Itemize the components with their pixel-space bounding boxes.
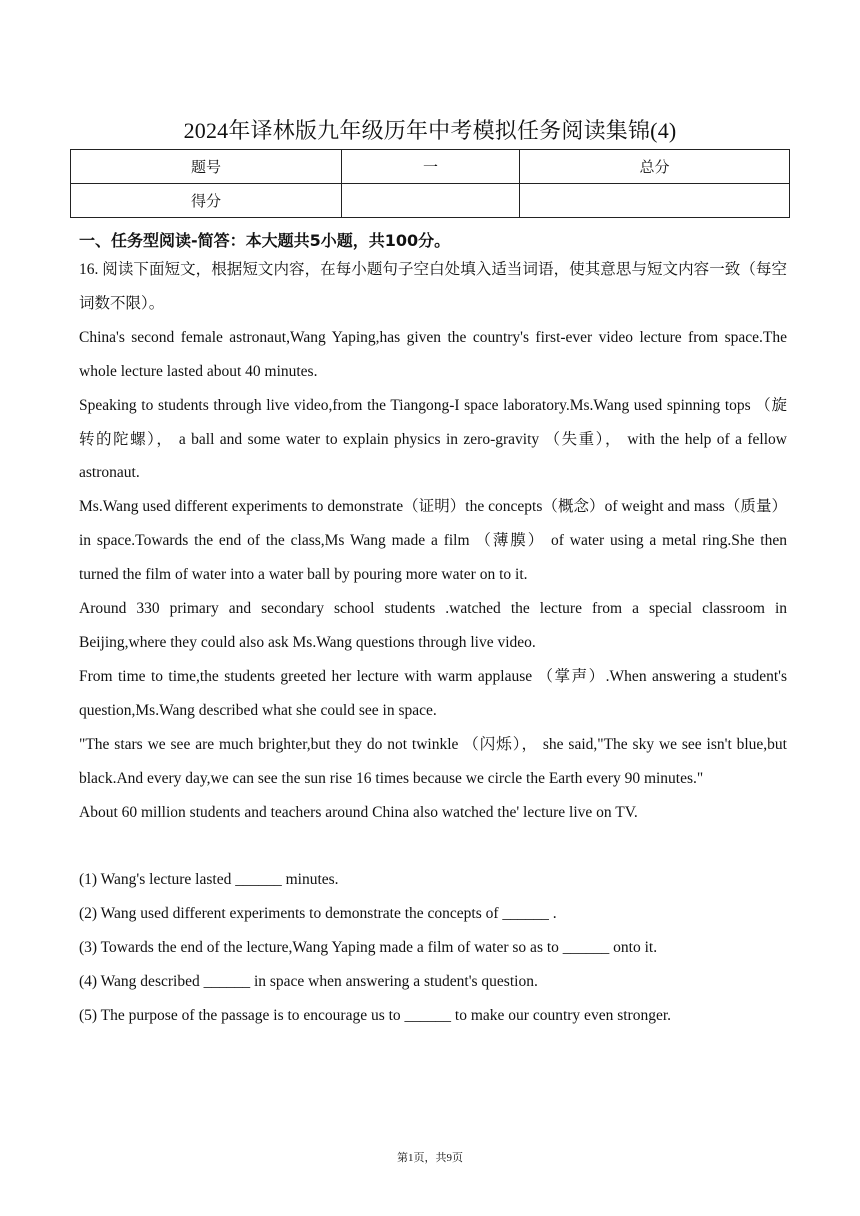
passage-paragraph: About 60 million students and teachers around China also watched the' lecture live on TV. — [79, 803, 638, 821]
passage-paragraph: Speaking to students through live video,from the Tiangong-I space laboratory.Ms.Wang used spinning tops （旋转的陀螺）， a ball and some water to explain physics in zero-gravity （失重）， with the help of a fellow astronaut. — [79, 396, 787, 482]
sub-question: (3) Towards the end of the lecture,Wang Yaping made a film of water so as to ______ onto it. — [79, 939, 658, 957]
table-cell: 题号 — [71, 150, 342, 184]
table-row — [71, 150, 790, 184]
passage-paragraph: China's second female astronaut,Wang Yaping,has given the country's first-ever video lecture from space.The whole lecture lasted about 40 minutes. — [79, 328, 787, 380]
sub-question: (4) Wang described ______ in space when answering a student's question. — [79, 973, 538, 991]
table-cell — [520, 184, 790, 218]
question-body — [79, 253, 787, 1033]
spacer — [79, 829, 787, 863]
passage-paragraph: "The stars we see are much brighter,but they do not twinkle （闪烁）， she said,"The sky we see isn't blue,but black.And every day,we can see the sun rise 16 times because we circle the Earth every 90 minutes." — [79, 735, 787, 787]
sub-question: (5) The purpose of the passage is to encourage us to ______ to make our country even stronger. — [79, 1006, 672, 1024]
question-intro: 16. 阅读下面短文，根据短文内容，在每小题句子空白处填入适当词语，使其意思与短文内容一致（每空词数不限）。 — [79, 261, 787, 312]
page-title: 2024年译林版九年级历年中考模拟任务阅读集锦(4) — [183, 118, 677, 143]
table-cell: 得分 — [71, 184, 342, 218]
section-heading: 一、任务型阅读-简答：本大题共5小题，共100分。 — [79, 231, 451, 250]
passage-paragraph: Around 330 primary and secondary school students .watched the lecture from a special classroom in Beijing,where they could also ask Ms.Wang questions through live video. — [79, 600, 787, 651]
passage-paragraph: Ms.Wang used different experiments to demonstrate（证明）the concepts（概念）of weight and mass（质量） in space.Towards the end of the class,Ms Wang made a film （薄膜） of water using a metal ring.She then turned the film of water into a water ball by pouring more water on to it. — [79, 498, 787, 584]
table-cell: 总分 — [520, 150, 790, 184]
sub-question: (1) Wang's lecture lasted ______ minutes. — [79, 871, 339, 889]
table-row — [71, 184, 790, 218]
score-table — [70, 149, 790, 218]
page-footer: 第1页，共9页 — [397, 1152, 463, 1164]
table-cell: 一 — [342, 150, 520, 184]
sub-question: (2) Wang used different experiments to demonstrate the concepts of ______ . — [79, 905, 557, 923]
table-cell — [342, 184, 520, 218]
passage-paragraph: From time to time,the students greeted her lecture with warm applause （掌声）.When answering a student's question,Ms.Wang described what she could see in space. — [79, 667, 787, 719]
